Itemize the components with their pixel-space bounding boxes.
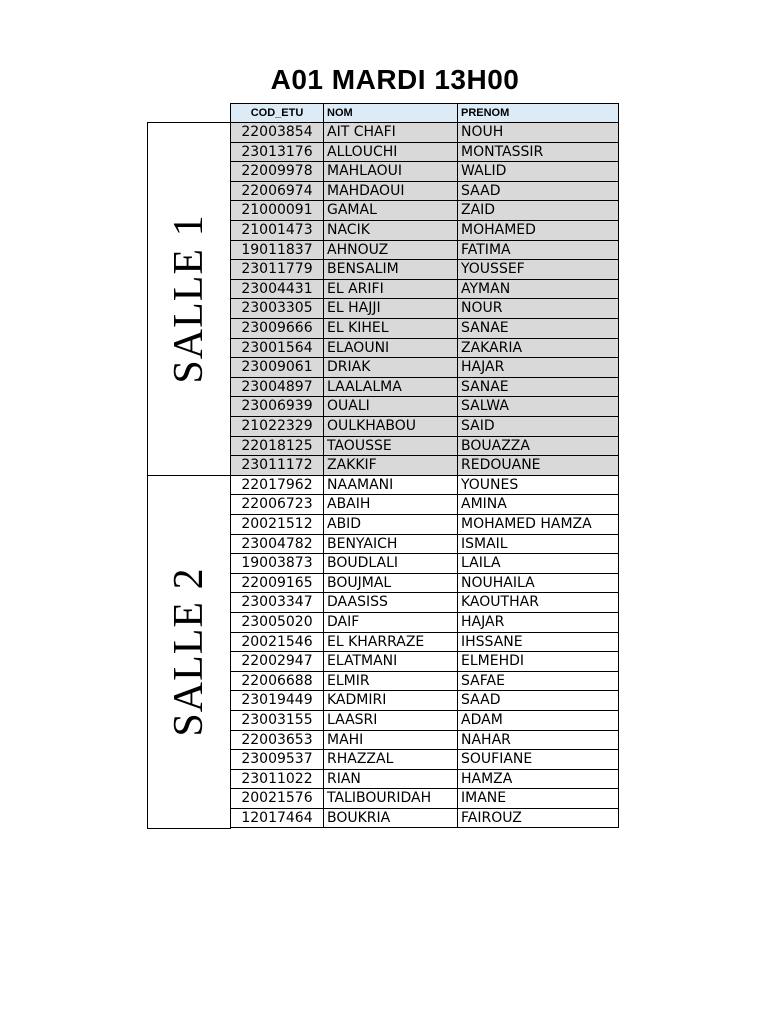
cod-etu-cell: 20021576	[231, 789, 324, 808]
nom-cell: MAHLAOUI	[324, 162, 458, 181]
prenom-cell: NOUH	[461, 124, 504, 140]
table-row	[230, 123, 619, 143]
nom-cell: DAASISS	[324, 593, 458, 612]
cod-etu-cell: 19003873	[231, 554, 324, 573]
cod-etu-cell: 23006939	[231, 397, 324, 416]
cod-etu-cell: 22006688	[231, 672, 324, 691]
nom-cell: TAOUSSE	[324, 437, 458, 456]
table-row	[230, 299, 619, 319]
cod-etu-cell: 22002947	[231, 652, 324, 671]
table-row	[230, 143, 619, 163]
cod-etu-cell: 23003305	[231, 299, 324, 318]
prenom-cell: ZAID	[461, 202, 496, 219]
prenom-cell: AYMAN	[461, 280, 511, 297]
cod-etu-cell: 22009978	[231, 162, 324, 181]
cod-etu-cell: 22003854	[231, 123, 324, 142]
nom-cell: LAASRI	[324, 711, 458, 730]
table-row	[230, 731, 619, 751]
cod-etu-cell: 22017962	[231, 476, 324, 495]
prenom-cell: WALID	[461, 163, 507, 180]
room-label: SALLE 2	[166, 567, 212, 737]
prenom-cell: MOHAMED	[461, 221, 536, 238]
cod-etu-cell: 22009165	[231, 574, 324, 593]
table-row	[230, 554, 619, 574]
table-row	[230, 691, 619, 711]
nom-cell: GAMAL	[324, 201, 458, 220]
cod-etu-cell: 20021546	[231, 633, 324, 652]
prenom-cell: FATIMA	[461, 241, 511, 258]
table-row	[230, 515, 619, 535]
nom-cell: BENSALIM	[324, 260, 458, 279]
prenom-cell: SAFAE	[461, 672, 505, 689]
prenom-cell: BOUAZZA	[461, 437, 530, 454]
table-row	[230, 417, 619, 437]
cod-etu-cell: 20021512	[231, 515, 324, 534]
cod-etu-cell: 23011779	[231, 260, 324, 279]
cod-etu-cell: 23003155	[231, 711, 324, 730]
nom-cell: ABAIH	[324, 495, 458, 514]
nom-cell: ELMIR	[324, 672, 458, 691]
header-nom: NOM	[324, 104, 458, 122]
prenom-cell: ZAKARIA	[461, 339, 523, 356]
prenom-cell: ADAM	[461, 711, 503, 728]
prenom-cell: HAJAR	[461, 359, 505, 376]
prenom-cell: AMINA	[461, 496, 507, 513]
prenom-cell: SAAD	[461, 182, 501, 199]
nom-cell: EL HAJJI	[324, 299, 458, 318]
table-row	[230, 456, 619, 476]
cod-etu-cell: 23004431	[231, 280, 324, 299]
table-row	[230, 221, 619, 241]
table-row	[230, 613, 619, 633]
table-row	[230, 574, 619, 594]
nom-cell: BOUJMAL	[324, 574, 458, 593]
table-row	[230, 809, 619, 829]
prenom-cell: LAILA	[461, 555, 501, 572]
nom-cell: EL KHARRAZE	[324, 633, 458, 652]
cod-etu-cell: 23009537	[231, 750, 324, 769]
nom-cell: AHNOUZ	[324, 241, 458, 260]
cod-etu-cell: 23019449	[231, 691, 324, 710]
prenom-cell: REDOUANE	[461, 457, 541, 474]
table-row	[230, 339, 619, 359]
nom-cell: ABID	[324, 515, 458, 534]
nom-cell: ELAOUNI	[324, 339, 458, 358]
table-row	[230, 201, 619, 221]
nom-cell: NACIK	[324, 221, 458, 240]
nom-cell: EL KIHEL	[324, 319, 458, 338]
prenom-cell: ISMAIL	[461, 535, 508, 552]
prenom-cell: YOUNES	[461, 476, 519, 493]
cod-etu-cell: 21001473	[231, 221, 324, 240]
cod-etu-cell: 23009061	[231, 358, 324, 377]
nom-cell: MAHDAOUI	[324, 182, 458, 201]
cod-etu-cell: 23005020	[231, 613, 324, 632]
cod-etu-cell: 23004897	[231, 378, 324, 397]
page-title: A01 MARDI 13H00	[270, 64, 520, 95]
prenom-cell: HAMZA	[461, 770, 513, 787]
nom-cell: RHAZZAL	[324, 750, 458, 769]
cod-etu-cell: 23003347	[231, 593, 324, 612]
cod-etu-cell: 22003653	[231, 731, 324, 750]
room-rows	[230, 123, 619, 476]
nom-cell: NAAMANI	[324, 476, 458, 495]
cod-etu-cell: 23011172	[231, 456, 324, 475]
nom-cell: BENYAICH	[324, 535, 458, 554]
prenom-cell: SAAD	[461, 692, 501, 709]
cod-etu-cell: 21000091	[231, 201, 324, 220]
nom-cell: ZAKKIF	[324, 456, 458, 475]
table-row	[230, 495, 619, 515]
room-label-cell	[147, 122, 231, 476]
table-row	[230, 397, 619, 417]
prenom-cell: IHSSANE	[461, 633, 523, 650]
room-group-salle-1	[147, 123, 619, 476]
nom-cell: DAIF	[324, 613, 458, 632]
prenom-cell: HAJAR	[461, 613, 505, 630]
prenom-cell: SOUFIANE	[461, 751, 533, 768]
nom-cell: MAHI	[324, 731, 458, 750]
table-row	[230, 535, 619, 555]
nom-cell: RIAN	[324, 770, 458, 789]
cod-etu-cell: 22006974	[231, 182, 324, 201]
table-row	[230, 241, 619, 261]
nom-cell: TALIBOURIDAH	[324, 789, 458, 808]
nom-cell: ELATMANI	[324, 652, 458, 671]
prenom-cell: YOUSSEF	[461, 261, 525, 278]
header-cod-etu: COD_ETU	[231, 104, 324, 122]
prenom-cell: SANAE	[461, 319, 509, 336]
prenom-cell: IMANE	[461, 790, 507, 807]
table-row	[230, 319, 619, 339]
prenom-cell: SALWA	[461, 398, 509, 415]
nom-cell: BOUKRIA	[324, 809, 458, 828]
room-label-cell	[147, 475, 231, 829]
table-row	[230, 182, 619, 202]
nom-cell: EL ARIFI	[324, 280, 458, 299]
prenom-cell: MONTASSIR	[461, 143, 544, 160]
prenom-cell: KAOUTHAR	[461, 594, 539, 611]
table-header	[230, 103, 619, 123]
table-row	[230, 672, 619, 692]
nom-cell: OUALI	[324, 397, 458, 416]
room-label: SALLE 1	[166, 214, 212, 384]
nom-cell: OULKHABOU	[324, 417, 458, 436]
cod-etu-cell: 23013176	[231, 143, 324, 162]
cod-etu-cell: 12017464	[231, 809, 324, 828]
nom-cell: LAALALMA	[324, 378, 458, 397]
prenom-cell: ELMEHDI	[461, 653, 525, 670]
nom-cell: KADMIRI	[324, 691, 458, 710]
nom-cell: ALLOUCHI	[324, 143, 458, 162]
prenom-cell: NAHAR	[461, 731, 511, 748]
table-row	[230, 593, 619, 613]
cod-etu-cell: 22018125	[231, 437, 324, 456]
nom-cell: AIT CHAFI	[324, 123, 458, 142]
table-row	[230, 358, 619, 378]
prenom-cell: NOUR	[461, 300, 503, 317]
table-row	[230, 378, 619, 398]
nom-cell: BOUDLALI	[324, 554, 458, 573]
table-row	[230, 437, 619, 457]
cod-etu-cell: 22006723	[231, 495, 324, 514]
header-prenom: PRENOM	[461, 107, 510, 119]
cod-etu-cell: 21022329	[231, 417, 324, 436]
cod-etu-cell: 23004782	[231, 535, 324, 554]
cod-etu-cell: 19011837	[231, 241, 324, 260]
prenom-cell: SANAE	[461, 378, 509, 395]
table-row	[230, 162, 619, 182]
room-rows	[230, 476, 619, 829]
table-row	[230, 711, 619, 731]
cod-etu-cell: 23011022	[231, 770, 324, 789]
prenom-cell: SAID	[461, 417, 495, 434]
table-row	[230, 770, 619, 790]
prenom-cell: FAIROUZ	[461, 809, 522, 826]
nom-cell: DRIAK	[324, 358, 458, 377]
room-group-salle-2	[147, 476, 619, 829]
table-row	[230, 476, 619, 496]
prenom-cell: MOHAMED HAMZA	[461, 515, 592, 532]
cod-etu-cell: 23001564	[231, 339, 324, 358]
table-row	[230, 280, 619, 300]
table-row	[230, 789, 619, 809]
table-row	[230, 260, 619, 280]
table-row	[230, 652, 619, 672]
cod-etu-cell: 23009666	[231, 319, 324, 338]
prenom-cell: NOUHAILA	[461, 574, 535, 591]
table-row	[230, 633, 619, 653]
table-row	[230, 750, 619, 770]
